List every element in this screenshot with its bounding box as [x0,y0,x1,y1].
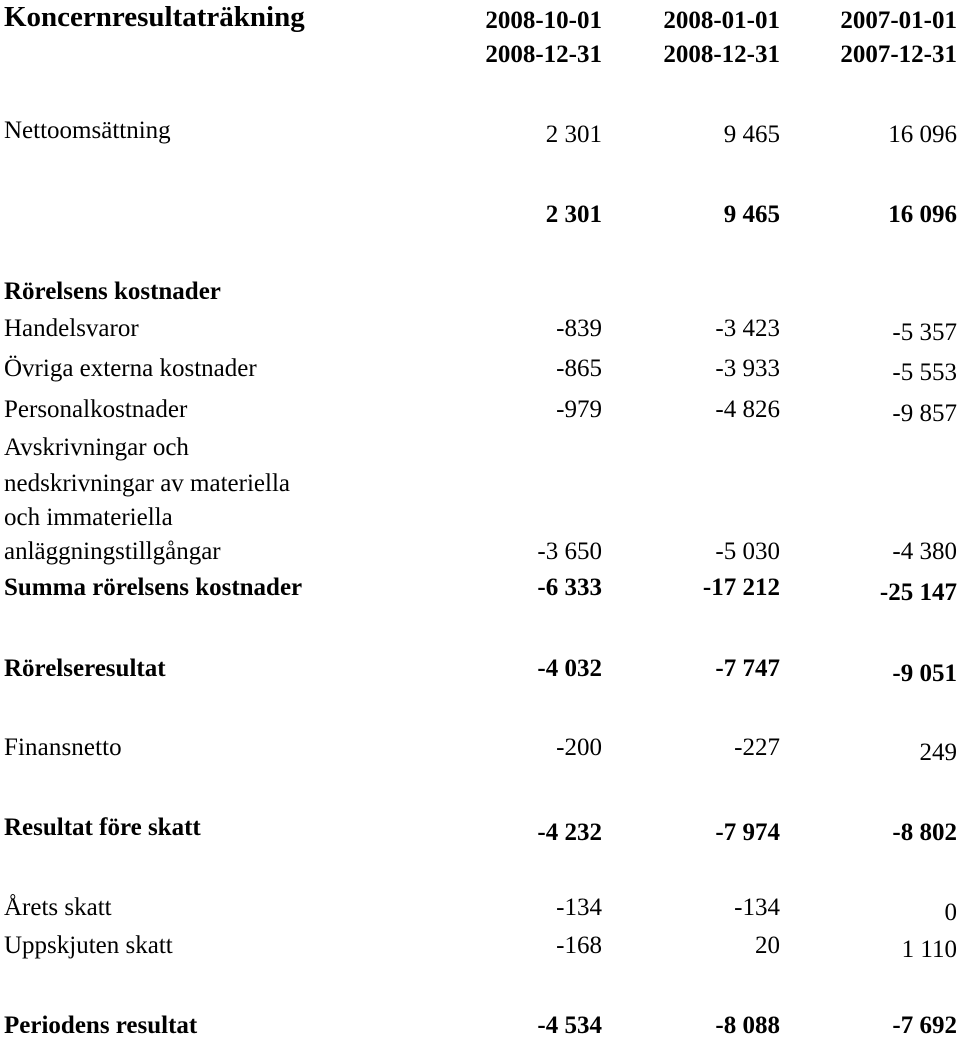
row-label-finansnetto: Finansnetto [4,734,122,761]
row-label-periodens-resultat: Periodens resultat [4,1012,198,1039]
row-value: -5 357 [892,319,957,346]
row-value: -134 [734,894,780,921]
row-value: -4 380 [892,538,957,565]
row-value: 16 096 [888,121,957,148]
col-header-2-from: 2008-01-01 [663,7,780,34]
row-value: -7 974 [715,819,780,846]
row-value: -168 [556,932,602,959]
row-label-rorelseresultat: Rörelseresultat [4,655,166,682]
row-value: -865 [556,355,602,382]
row-value: -200 [556,734,602,761]
row-value: -4 032 [537,655,602,682]
row-value: 0 [944,899,957,926]
col-header-3-to: 2007-12-31 [840,41,957,68]
row-value: -3 933 [715,355,780,382]
row-value: -6 333 [537,574,602,601]
row-value: -839 [556,315,602,342]
revenue-subtotal: 16 096 [888,201,957,228]
row-value: -134 [556,894,602,921]
row-value: -979 [556,396,602,423]
row-label-handelsvaror: Handelsvaror [4,315,139,342]
row-value: 249 [919,739,957,766]
row-value: -8 088 [715,1012,780,1039]
row-value: 1 110 [901,936,957,963]
col-header-3-from: 2007-01-01 [840,7,957,34]
row-value: -8 802 [892,819,957,846]
row-value: -17 212 [702,574,780,601]
row-label-avskrivningar-line-4: anläggningstillgångar [4,538,221,565]
row-value: 9 465 [723,121,780,148]
page-title: Koncernresultaträkning [4,1,305,33]
revenue-subtotal: 9 465 [723,201,780,228]
col-header-1-from: 2008-10-01 [485,7,602,34]
row-label-summa-kostnader: Summa rörelsens kostnader [4,574,303,601]
row-value: -4 534 [537,1012,602,1039]
row-label-personalkostnader: Personalkostnader [4,396,188,423]
row-value: -9 051 [892,660,957,687]
row-value: -3 650 [537,538,602,565]
row-value: 2 301 [545,121,602,148]
row-value: -25 147 [879,579,957,606]
row-value: -4 826 [715,396,780,423]
row-value: 20 [755,932,780,959]
row-value: -9 857 [892,400,957,427]
row-value: -5 030 [715,538,780,565]
row-value: -227 [734,734,780,761]
row-label-uppskjuten-skatt: Uppskjuten skatt [4,932,173,959]
col-header-2-to: 2008-12-31 [663,41,780,68]
revenue-subtotal: 2 301 [545,201,602,228]
row-label-nettoomsattning: Nettoomsättning [4,117,171,144]
row-value: -4 232 [537,819,602,846]
row-value: -7 692 [892,1012,957,1039]
row-value: -3 423 [715,315,780,342]
row-label-ovriga-externa: Övriga externa kostnader [4,355,257,382]
row-label-avskrivningar-line-2: nedskrivningar av materiella [4,470,290,497]
row-label-arets-skatt: Årets skatt [4,894,112,921]
row-value: -7 747 [715,655,780,682]
row-label-resultat-fore-skatt: Resultat före skatt [4,814,201,841]
row-label-avskrivningar-line-1: Avskrivningar och [4,434,189,461]
col-header-1-to: 2008-12-31 [485,41,602,68]
row-value: -5 553 [892,359,957,386]
section-heading-costs: Rörelsens kostnader [4,278,221,305]
row-label-avskrivningar-line-3: och immateriella [4,504,173,531]
